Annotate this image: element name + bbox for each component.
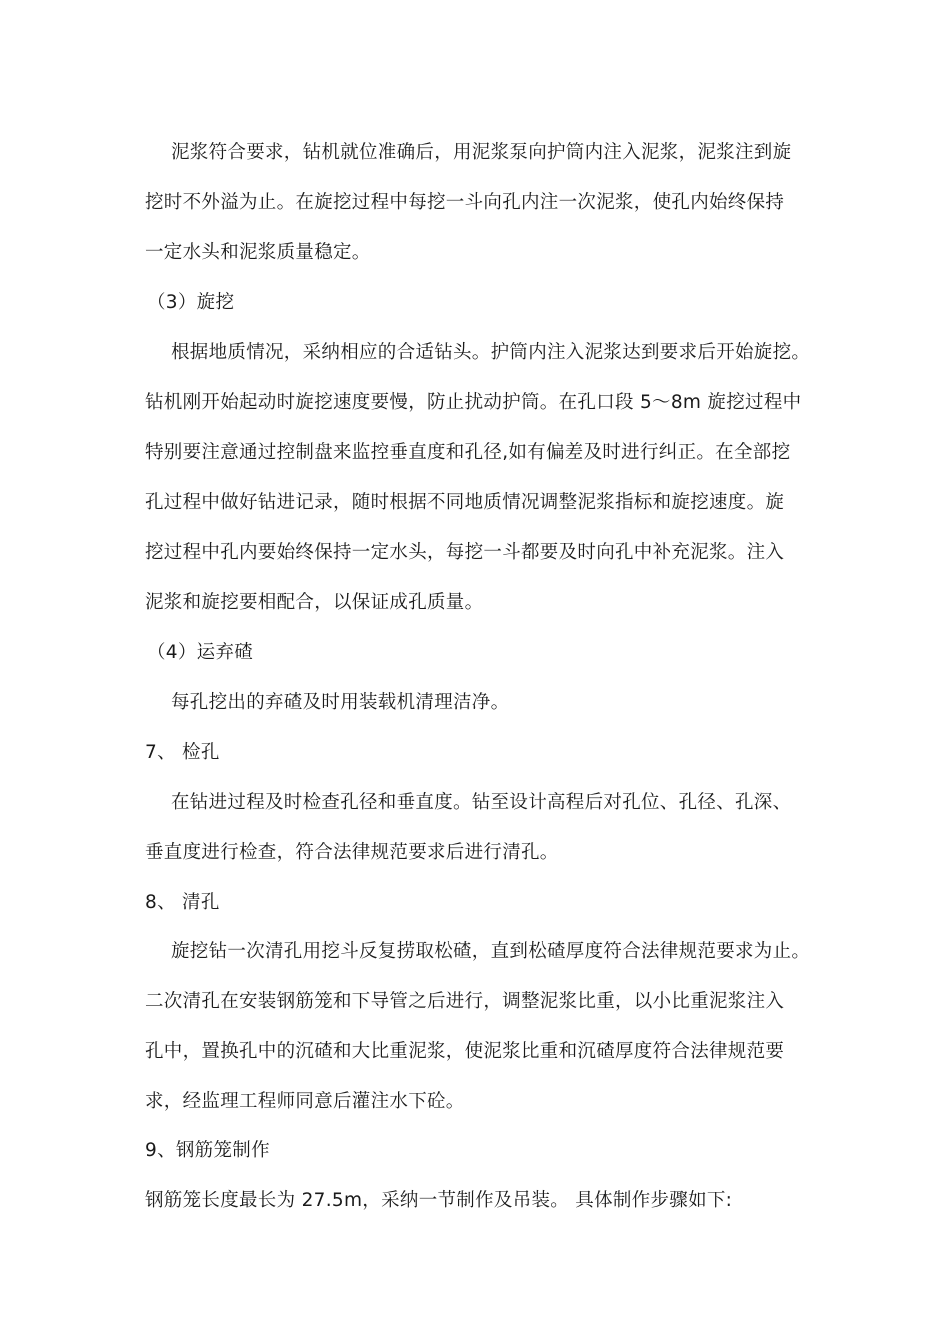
paragraph-line: 泥浆和旋挖要相配合，以保证成孔质量。 (145, 592, 484, 613)
section-heading: 7、 检孔 (145, 742, 220, 763)
paragraph-line: 在钻进过程及时检查孔径和垂直度。钻至设计高程后对孔位、孔径、孔深、 (171, 792, 792, 813)
paragraph-line: 孔过程中做好钻进记录，随时根据不同地质情况调整泥浆指标和旋挖速度。旋 (145, 492, 785, 513)
paragraph-line: 垂直度进行检查，符合法律规范要求后进行清孔。 (145, 842, 559, 863)
paragraph-line: 特别要注意通过控制盘来监控垂直度和孔径,如有偏差及时进行纠正。在全部挖 (145, 442, 791, 463)
paragraph-line: 泥浆符合要求，钻机就位准确后，用泥浆泵向护筒内注入泥浆，泥浆注到旋 (171, 142, 792, 163)
paragraph-line: 孔中，置换孔中的沉碴和大比重泥浆，使泥浆比重和沉碴厚度符合法律规范要 (145, 1041, 785, 1062)
paragraph-line: 钢筋笼长度最长为 27.5m，采纳一节制作及吊装。 具体制作步骤如下: (145, 1190, 733, 1211)
paragraph-line: 根据地质情况，采纳相应的合适钻头。护筒内注入泥浆达到要求后开始旋挖。 (171, 342, 811, 363)
paragraph-line: 二次清孔在安装钢筋笼和下导管之后进行，调整泥浆比重，以小比重泥浆注入 (145, 991, 785, 1012)
section-heading: （3）旋挖 (147, 292, 235, 313)
paragraph-line: 钻机刚开始起动时旋挖速度要慢，防止扰动护筒。在孔口段 5～8m 旋挖过程中 (145, 392, 802, 413)
section-heading: （4）运弃碴 (147, 642, 254, 663)
paragraph-line: 求，经监理工程师同意后灌注水下砼。 (145, 1091, 465, 1112)
paragraph-line: 每孔挖出的弃碴及时用装载机清理洁净。 (171, 692, 510, 713)
paragraph-line: 挖过程中孔内要始终保持一定水头，每挖一斗都要及时向孔中补充泥浆。注入 (145, 542, 785, 563)
section-heading: 9、钢筋笼制作 (145, 1140, 270, 1161)
section-heading: 8、 清孔 (145, 892, 220, 913)
paragraph-line: 挖时不外溢为止。在旋挖过程中每挖一斗向孔内注一次泥浆，使孔内始终保持 (145, 192, 785, 213)
paragraph-line: 一定水头和泥浆质量稳定。 (145, 242, 371, 263)
paragraph-line: 旋挖钻一次清孔用挖斗反复捞取松碴，直到松碴厚度符合法律规范要求为止。 (171, 941, 811, 962)
